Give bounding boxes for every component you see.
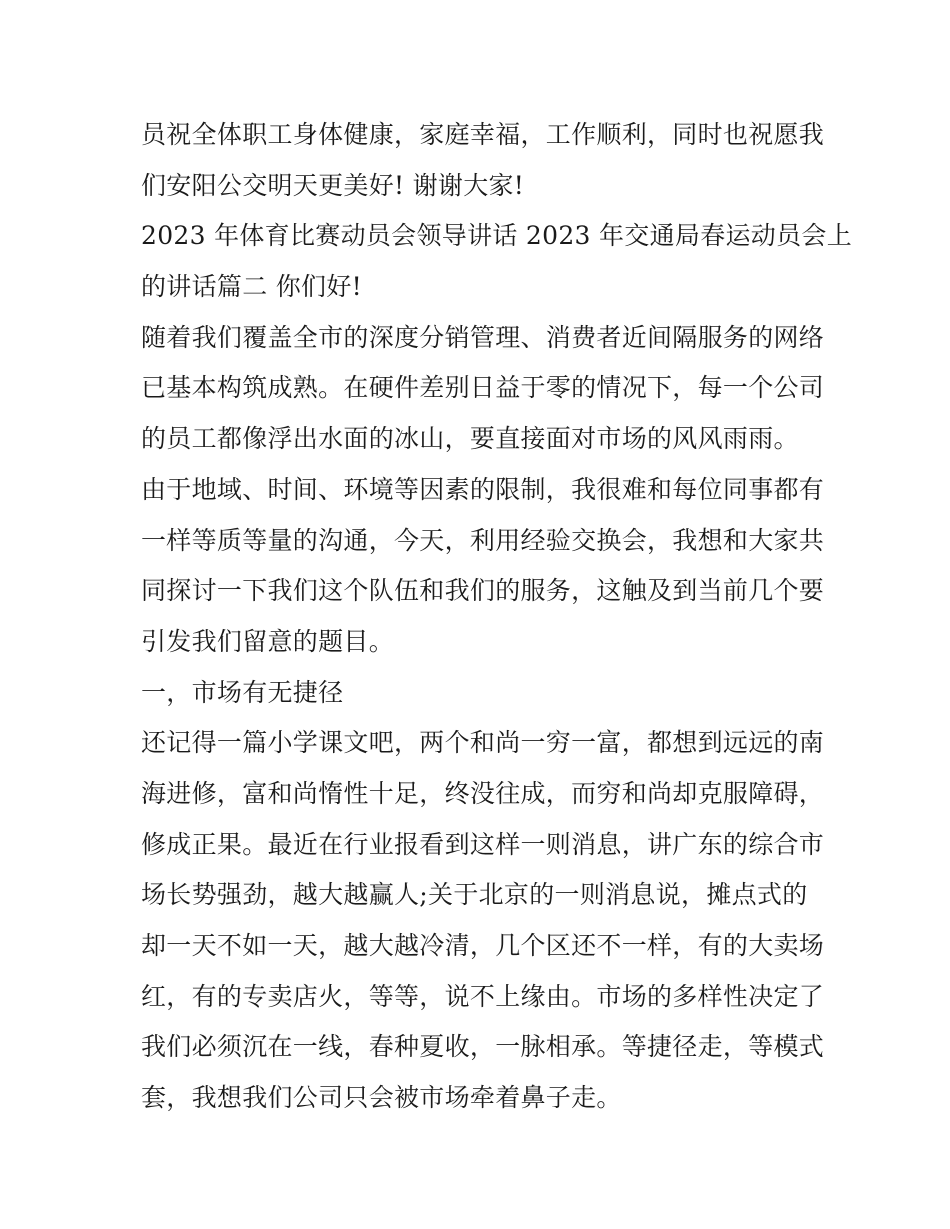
text-line: 却一天不如一天，越大越冷清，几个区还不一样，有的大卖场 — [141, 931, 825, 960]
text-line: 由于地域、时间、环境等因素的限制，我很难和每位同事都有 — [141, 474, 825, 504]
text-line: 员祝全体职工身体健康，家庭幸福，工作顺利，同时也祝愿我 — [141, 120, 825, 149]
text-line: 还记得一篇小学课文吧，两个和尚一穷一富，都想到远远的南 — [141, 728, 825, 758]
text-line: 我们必须沉在一线，春种夏收，一脉相承。等捷径走，等模式 — [141, 1032, 825, 1062]
text-line: 已基本构筑成熟。在硬件差别日益于零的情况下，每一个公司 — [141, 373, 825, 403]
document-body — [141, 110, 852, 1124]
section-title-line: 的讲话篇二 你们好! — [141, 272, 362, 302]
text-line: 的员工都像浮出水面的冰山，要直接面对市场的风风雨雨。 — [141, 424, 799, 454]
text-line: 一样等质等量的沟通，今天，利用经验交换会，我想和大家共 — [141, 525, 825, 555]
text-line: 引发我们留意的题目。 — [141, 626, 395, 656]
text-line: 场长势强劲，越大越赢人;关于北京的一则消息说，摊点式的 — [141, 880, 808, 910]
section-title-line: 2023 年体育比赛动员会领导讲话 2023 年交通局春运动员会上 — [141, 221, 852, 251]
text-line: 随着我们覆盖全市的深度分销管理、消费者近间隔服务的网络 — [141, 322, 825, 352]
text-line: 修成正果。最近在行业报看到这样一则消息，讲广东的综合市 — [141, 829, 825, 859]
text-line: 海进修，富和尚惰性十足，终没往成，而穷和尚却克服障碍， — [141, 778, 825, 808]
text-line: 同探讨一下我们这个队伍和我们的服务，这触及到当前几个要 — [141, 576, 825, 606]
text-line: 们安阳公交明天更美好! 谢谢大家! — [141, 170, 525, 200]
text-line: 套，我想我们公司只会被市场牵着鼻子走。 — [141, 1083, 622, 1113]
subheading-line: 一，市场有无捷径 — [141, 677, 344, 707]
text-line: 红，有的专卖店火，等等，说不上缘由。市场的多样性决定了 — [141, 981, 825, 1011]
